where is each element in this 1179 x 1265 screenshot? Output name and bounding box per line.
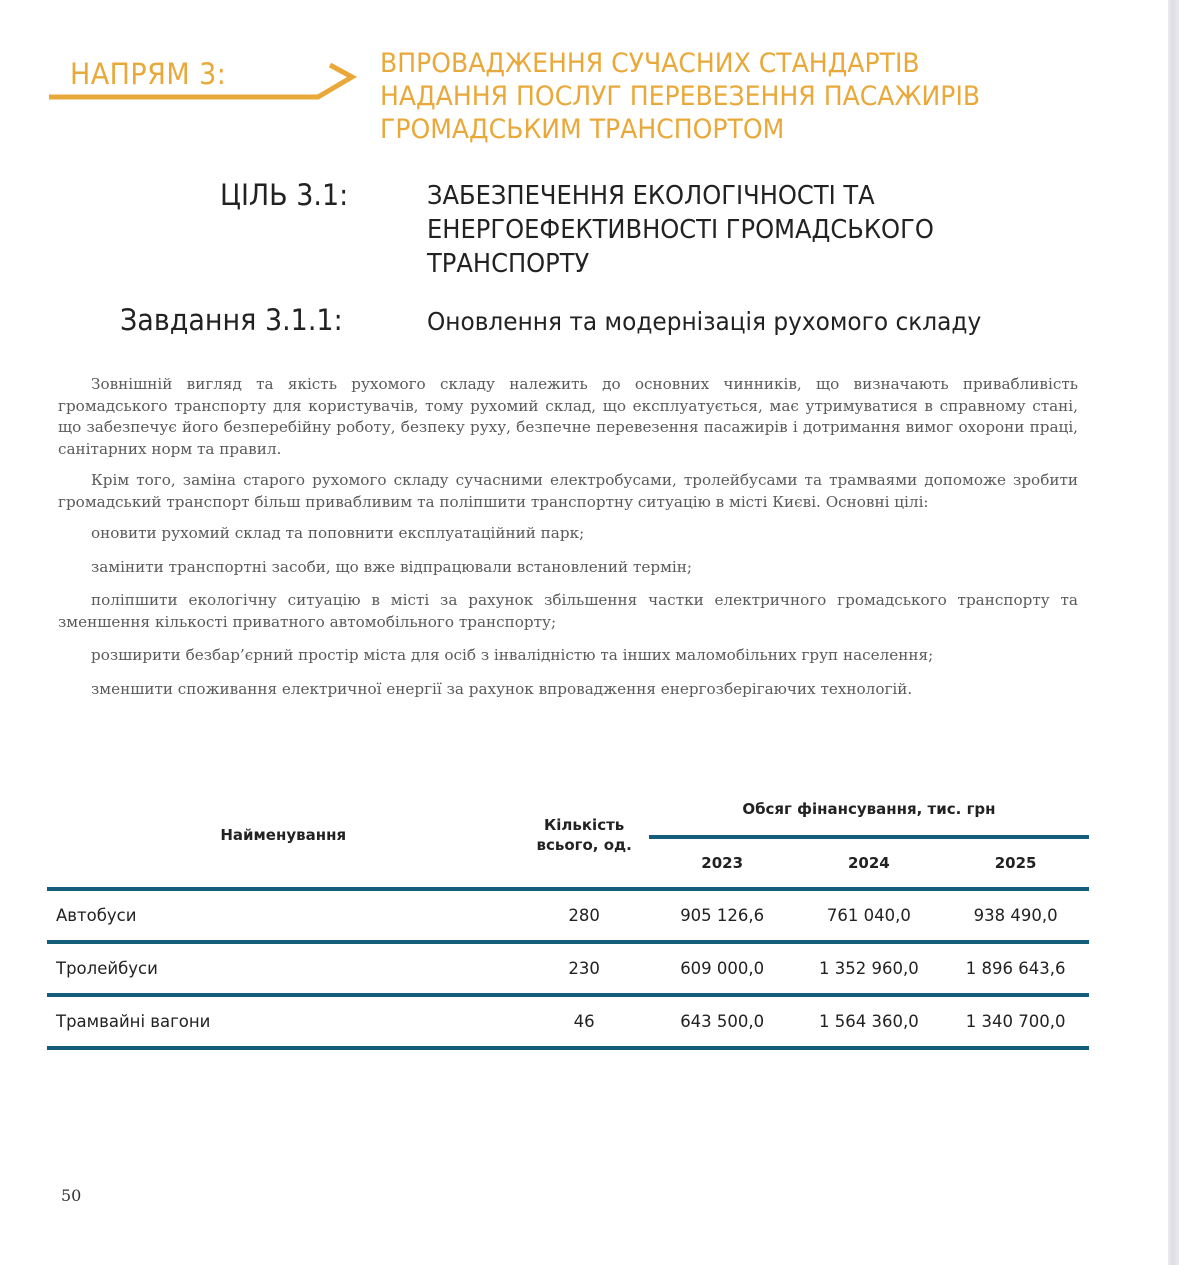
direction-label: НАПРЯМ 3: — [70, 57, 227, 91]
funding-table — [47, 783, 1089, 1050]
paragraph: Крім того, заміна старого рухомого складу сучасними електробусами, тролейбусами та трамваями допоможе зробити громадський транспорт більш привабливим та поліпшити транспортну ситуацію в місті Києві. Основні цілі: — [58, 471, 1078, 511]
table-header-row — [47, 783, 1089, 837]
task-label: Завдання 3.1.1: — [120, 303, 343, 337]
cell-2025: 938 490,0 — [942, 889, 1089, 942]
cell-2024: 1 564 360,0 — [796, 995, 943, 1048]
cell-2023: 905 126,6 — [649, 889, 796, 942]
page-edge — [1168, 0, 1179, 1265]
header-name: Найменування — [47, 783, 519, 889]
cell-quantity: 280 — [519, 889, 648, 942]
cell-2023: 609 000,0 — [649, 942, 796, 995]
task-title: Оновлення та модернізація рухомого складу — [427, 307, 982, 336]
goal-title-line: ЗАБЕЗПЕЧЕННЯ ЕКОЛОГІЧНОСТІ ТА — [427, 181, 875, 211]
header-year-2024: 2024 — [796, 837, 943, 889]
direction-title-line: НАДАННЯ ПОСЛУГ ПЕРЕВЕЗЕННЯ ПАСАЖИРІВ — [380, 81, 981, 112]
goal-title — [427, 179, 1041, 281]
goal-item: замінити транспортні засоби, що вже відпрацювали встановлений термін; — [91, 557, 692, 576]
direction-title — [380, 47, 1050, 146]
cell-2025: 1 896 643,6 — [942, 942, 1089, 995]
goal-item: розширити безбар’єрний простір міста для осіб з інвалідністю та інших маломобільних груп населення; — [91, 646, 934, 664]
header-quantity-line: всього, од. — [536, 836, 632, 854]
cell-2024: 1 352 960,0 — [796, 942, 943, 995]
header-quantity-line: Кількість — [544, 816, 625, 834]
goal-title-line: ЕНЕРГОЕФЕКТИВНОСТІ ГРОМАДСЬКОГО — [427, 215, 934, 245]
cell-2024: 761 040,0 — [796, 889, 943, 942]
table-row — [47, 889, 1089, 942]
cell-2025: 1 340 700,0 — [942, 995, 1089, 1048]
cell-name: Автобуси — [47, 889, 519, 942]
header-funding-group: Обсяг фінансування, тис. грн — [649, 783, 1089, 837]
header-year-2023: 2023 — [649, 837, 796, 889]
table-row — [47, 995, 1089, 1048]
goal-item: оновити рухомий склад та поповнити експлуатаційний парк; — [91, 524, 585, 542]
cell-quantity: 230 — [519, 942, 648, 995]
table-row — [47, 942, 1089, 995]
page-number: 50 — [61, 1186, 82, 1205]
header-year-2025: 2025 — [942, 837, 1089, 889]
body-text — [58, 374, 1078, 712]
direction-title-line: ГРОМАДСЬКИМ ТРАНСПОРТОМ — [380, 114, 785, 145]
goal-item: поліпшити екологічну ситуацію в місті за рахунок збільшення частки електричного громадського транспорту та зменшення кількості приватного автомобільного транспорту; — [58, 591, 1078, 631]
goal-item: зменшити споживання електричної енергії за рахунок впровадження енергозберігаючих технологій. — [91, 679, 913, 698]
goal-title-line: ТРАНСПОРТУ — [427, 249, 590, 279]
goal-label: ЦІЛЬ 3.1: — [220, 178, 349, 212]
direction-title-line: ВПРОВАДЖЕННЯ СУЧАСНИХ СТАНДАРТІВ — [380, 48, 920, 79]
cell-2023: 643 500,0 — [649, 995, 796, 1048]
paragraph: Зовнішній вигляд та якість рухомого складу належить до основних чинників, що визначають привабливість громадського транспорту для користувачів, тому рухомий склад, що експлуатується, має утримуватися в справному стані, що забезпечує його безперебійну роботу, безпеку руху, безпечне перевезення пасажирів і дотримання вимог охорони праці, санітарних норм та правил. — [58, 375, 1078, 458]
cell-name: Тролейбуси — [47, 942, 519, 995]
header-quantity — [519, 783, 648, 889]
cell-name: Трамвайні вагони — [47, 995, 519, 1048]
cell-quantity: 46 — [519, 995, 648, 1048]
